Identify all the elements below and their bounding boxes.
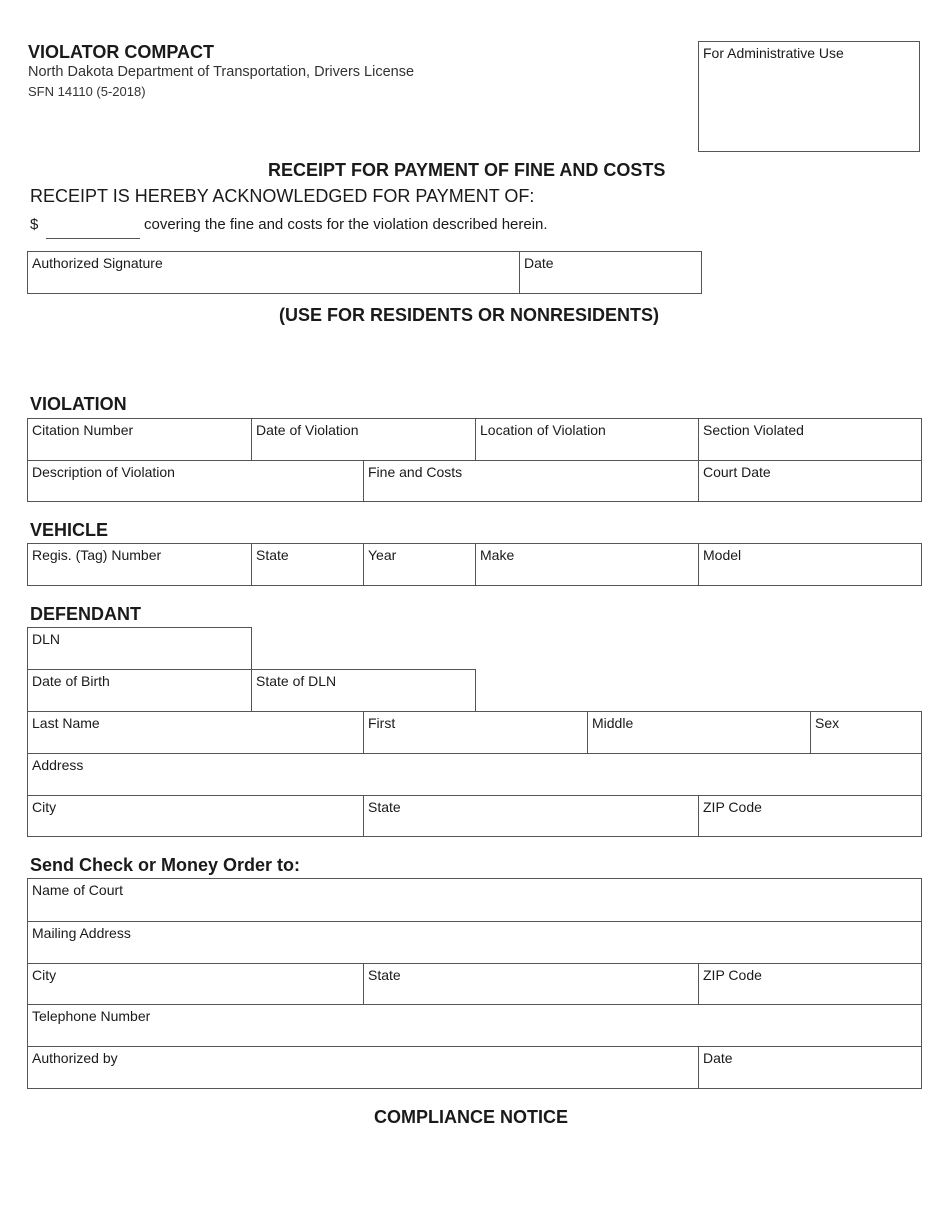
field-label: Description of Violation (32, 464, 175, 480)
compliance-notice-heading: COMPLIANCE NOTICE (374, 1107, 569, 1127)
authorized-by-field[interactable] (27, 1046, 699, 1089)
vehicle-make-field[interactable] (475, 543, 699, 586)
field-label: Last Name (32, 715, 100, 731)
middle-name-field[interactable] (587, 711, 811, 754)
date-of-violation-field[interactable] (251, 418, 476, 461)
covering-text: covering the fine and costs for the violation described herein. (144, 216, 548, 233)
field-label: Middle (592, 715, 634, 731)
first-name-field[interactable] (363, 711, 588, 754)
field-label: Model (703, 547, 742, 563)
violation-heading: VIOLATION (30, 394, 127, 414)
field-label: First (368, 715, 396, 731)
field-label: Date (703, 1050, 733, 1066)
field-label: City (32, 799, 57, 815)
sex-field[interactable] (810, 711, 922, 754)
field-label: Location of Violation (480, 422, 606, 438)
field-label: State of DLN (256, 673, 337, 689)
field-label: DLN (32, 631, 61, 647)
field-label: Name of Court (32, 882, 124, 898)
form-title: VIOLATOR COMPACT (28, 42, 214, 62)
field-label: State (256, 547, 289, 563)
field-label: Date of Violation (256, 422, 359, 438)
field-label: Address (32, 757, 84, 773)
field-label: Regis. (Tag) Number (32, 547, 162, 563)
defendant-state-field[interactable] (363, 795, 699, 837)
fine-and-costs-field[interactable] (363, 460, 699, 502)
defendant-zip-field[interactable] (698, 795, 922, 837)
name-of-court-field[interactable] (27, 878, 922, 922)
receipt-title: RECEIPT FOR PAYMENT OF FINE AND COSTS (268, 160, 666, 180)
admin-use-label: For Administrative Use (703, 45, 844, 61)
vehicle-year-field[interactable] (363, 543, 476, 586)
description-of-violation-field[interactable] (27, 460, 364, 502)
field-label: City (32, 967, 57, 983)
signature-date-field[interactable] (519, 251, 702, 294)
last-name-field[interactable] (27, 711, 364, 754)
amount-field[interactable] (46, 238, 140, 239)
vehicle-heading: VEHICLE (30, 520, 109, 540)
vehicle-model-field[interactable] (698, 543, 922, 586)
field-label: ZIP Code (703, 799, 762, 815)
authorized-date-field[interactable] (698, 1046, 922, 1089)
field-label: Court Date (703, 464, 771, 480)
field-label: Authorized Signature (32, 255, 163, 271)
defendant-heading: DEFENDANT (30, 604, 141, 624)
address-field[interactable] (27, 753, 922, 796)
department-name: North Dakota Department of Transportation, Drivers License (28, 64, 415, 80)
receipt-acknowledgement: RECEIPT IS HEREBY ACKNOWLEDGED FOR PAYMENT OF: (30, 186, 535, 206)
date-of-birth-field[interactable] (27, 669, 252, 712)
field-label: Telephone Number (32, 1008, 151, 1024)
section-violated-field[interactable] (698, 418, 922, 461)
court-date-field[interactable] (698, 460, 922, 502)
dln-field[interactable] (27, 627, 252, 670)
defendant-city-field[interactable] (27, 795, 364, 837)
form-number: SFN 14110 (5-2018) (28, 84, 146, 99)
court-zip-field[interactable] (698, 963, 922, 1005)
mailing-address-field[interactable] (27, 921, 922, 964)
payment-heading: Send Check or Money Order to: (30, 855, 301, 875)
field-label: Mailing Address (32, 925, 131, 941)
field-label: Section Violated (703, 422, 804, 438)
state-of-dln-field[interactable] (251, 669, 476, 712)
telephone-number-field[interactable] (27, 1004, 922, 1047)
field-label: Year (368, 547, 397, 563)
field-label: Make (480, 547, 515, 563)
field-label: Date (524, 255, 554, 271)
field-label: Sex (815, 715, 840, 731)
field-label: Authorized by (32, 1050, 118, 1066)
regis-number-field[interactable] (27, 543, 252, 586)
field-label: State (368, 967, 401, 983)
authorized-signature-field[interactable] (27, 251, 520, 294)
field-label: ZIP Code (703, 967, 762, 983)
court-state-field[interactable] (363, 963, 699, 1005)
use-for-note: (USE FOR RESIDENTS OR NONRESIDENTS) (279, 305, 660, 325)
location-of-violation-field[interactable] (475, 418, 699, 461)
field-label: State (368, 799, 401, 815)
citation-number-field[interactable] (27, 418, 252, 461)
admin-use-box (698, 41, 920, 152)
currency-symbol: $ (30, 216, 39, 233)
vehicle-state-field[interactable] (251, 543, 364, 586)
court-city-field[interactable] (27, 963, 364, 1005)
field-label: Citation Number (32, 422, 134, 438)
field-label: Fine and Costs (368, 464, 463, 480)
field-label: Date of Birth (32, 673, 110, 689)
